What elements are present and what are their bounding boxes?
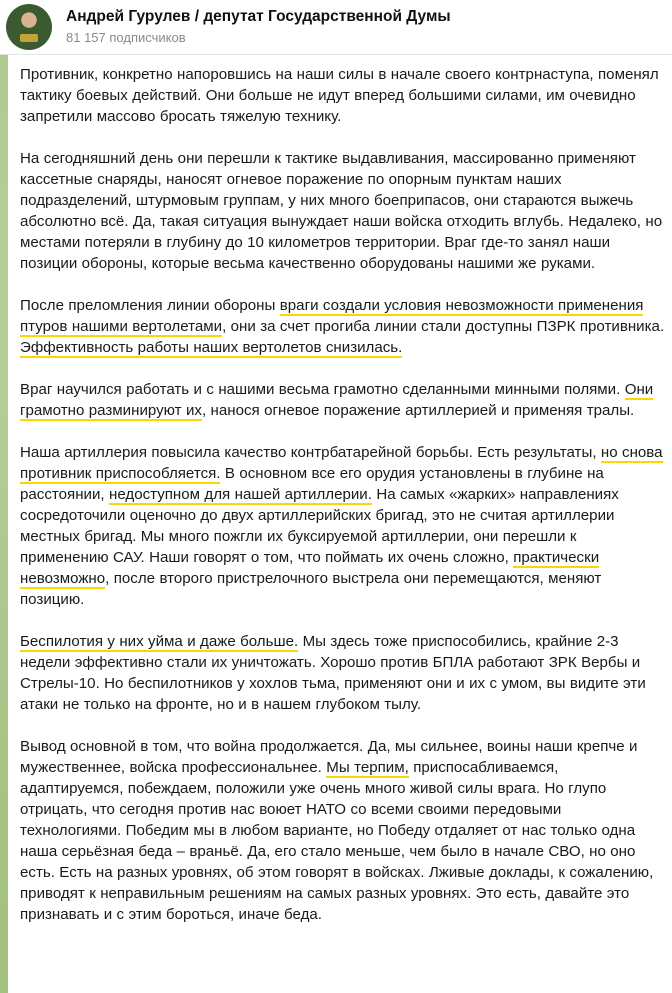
text-span: , нанося огневое поражение артиллерией и применяя тралы. [201, 402, 635, 419]
channel-avatar[interactable] [6, 4, 52, 50]
paragraph-1: Противник, конкретно напоровшись на наши силы в начале своего контрнаступа, поменял тактику боевых действий. Они больше не идут вперед большими силами, им очевидно запретили массово бросать тяжелую технику. [20, 66, 659, 125]
channel-header[interactable] [0, 0, 672, 55]
highlighted-text: практически невозможно [20, 549, 600, 587]
subscriber-count: 81 157 подписчиков [66, 30, 186, 45]
highlighted-text: но снова противник приспособляется. [20, 444, 663, 482]
text-span: , после второго пристрелочного выстрела они перемещаются, меняют позицию. [20, 570, 602, 608]
paragraph-5 [20, 442, 666, 610]
text-span: , они за счет прогиба линии стали доступны ПЗРК противника. [222, 318, 665, 335]
post-text [20, 64, 666, 946]
paragraph-7 [20, 736, 666, 925]
text-span: Вывод основной в том, что война продолжается. Да, мы сильнее, воины наши крепче и мужественнее, войска профессиональнее. [20, 738, 638, 776]
paragraph-4 [20, 379, 666, 421]
text-span: Мы здесь тоже приспособились, крайние 2-3 недели эффективно стали их уничтожать. Хорошо против БПЛА работают ЗРК Вербы и Стрелы-10. Но беспилотников у хохлов тьма, применяют они и их с умом, вы видите эти атаки не только на фронте, но и в нашем глубоком тылу. [20, 633, 646, 713]
channel-title[interactable]: Андрей Гурулев / депутат Государственной Думы [66, 8, 451, 25]
paragraph-3 [20, 295, 666, 358]
medal-icon [20, 34, 38, 42]
text-span: После преломления линии обороны [20, 297, 280, 314]
highlighted-text: Беспилотия у них уйма и даже больше. [20, 633, 299, 650]
highlighted-text: Они грамотно разминируют их [20, 381, 654, 419]
paragraph-6 [20, 631, 666, 715]
text-span: В основном все его орудия установлены в глубине на расстоянии, [20, 465, 604, 503]
highlighted-text: враги создали условия невозможности применения птуров нашими вертолетами [20, 297, 644, 335]
paragraph-2: На сегодняшний день они перешли к тактике выдавливания, массированно применяют кассетные снаряды, наносят огневое поражение по опорным пунктам наших подразделений, штурмовым группам, у них много боеприпасов, они стараются выжечь абсолютно всё. Да, такая ситуация вынуждает наши войска отходить вглубь. Недалеко, но местами потеряли в глубину до 10 километров территории. Враг где-то занял наши позиции обороны, которые весьма качественно оборудованы нашими же руками. [20, 150, 663, 272]
highlighted-text: Мы терпим, [326, 759, 409, 776]
text-span: На самых «жарких» направлениях сосредоточили оценочно до двух артиллерийских бригад, это не считая артиллерии местных бригад. Мы много пожгли их буксируемой артиллерии, они перешли к применению САУ. Наши говорят о том, что поймать их очень сложно, [20, 486, 619, 566]
highlighted-text: Эффективность работы наших вертолетов снизилась. [20, 339, 403, 356]
text-span: Враг научился работать и с нашими весьма грамотно сделанными минными полями. [20, 381, 625, 398]
text-span: Наша артиллерия повысила качество контрбатарейной борьбы. Есть результаты, [20, 444, 601, 461]
text-span: приспосабливаемся, адаптируемся, побеждаем, положили уже очень много живой силы врага. Но глупо отрицать, что сегодня против нас воюет НАТО со всеми своими передовыми технологиями. Победим мы в любом варианте, но Победу отдаляет от нас только одна наша серьёзная беда – враньё. Да, его стало меньше, чем было в начале СВО, но оно есть. Есть на разных уровнях, об этом говорят в войсках. Лживые доклады, к сожалению, приводят к неправильным решениям на самых разных уровнях. Это есть, давайте это признавать и с этим бороться, иначе беда. [20, 759, 654, 923]
highlighted-text: недоступном для нашей артиллерии. [108, 486, 372, 503]
